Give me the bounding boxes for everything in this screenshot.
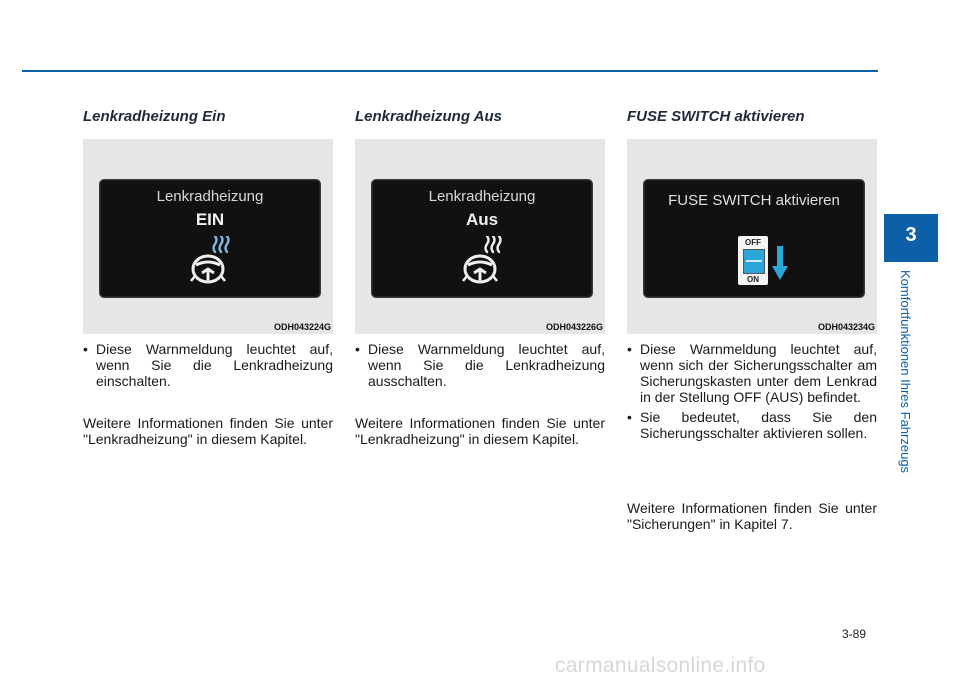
- info-paragraph: Weitere Informationen finden Sie unter "Sicherungen" in Kapitel 7.: [627, 500, 877, 532]
- warning-figure: [355, 139, 605, 334]
- image-code: ODH043224G: [273, 322, 331, 332]
- bullet-list: [355, 341, 605, 393]
- info-paragraph: Weitere Informationen finden Sie unter "Lenkradheizung" in diesem Kapitel.: [83, 415, 333, 447]
- list-item: • Sie bedeutet, dass Sie den Sicherungsschalter aktivieren sollen.: [627, 409, 877, 441]
- image-code: ODH043234G: [817, 322, 875, 332]
- warning-figure: [627, 139, 877, 334]
- cluster-screen: [643, 179, 865, 298]
- list-item: • Diese Warnmeldung leuchtet auf, wenn Sie die Lenkradheizung ausschalten.: [355, 341, 605, 389]
- watermark: carmanualsonline.info: [555, 654, 766, 677]
- bullet-list: [83, 341, 333, 393]
- bullet-list: [627, 341, 877, 445]
- chapter-tab: [884, 214, 938, 262]
- screen-state: EIN: [195, 210, 225, 229]
- screen-state: Aus: [465, 210, 499, 229]
- heated-steering-wheel-icon: [460, 236, 506, 286]
- section-heading: Lenkradheizung Ein: [83, 108, 226, 125]
- chapter-number: 3: [905, 224, 917, 246]
- screen-title: FUSE SWITCH aktivieren: [668, 192, 840, 209]
- list-item: • Diese Warnmeldung leuchtet auf, wenn sich der Sicherungsschalter am Sicherungskasten unter dem Lenkrad in der Stellung OFF (AUS) befindet.: [627, 341, 877, 405]
- chapter-label: Komfortfunktionen Ihres Fahrzeugs: [898, 270, 913, 474]
- heated-steering-wheel-icon: [188, 236, 234, 286]
- list-item: • Diese Warnmeldung leuchtet auf, wenn Sie die Lenkradheizung einschalten.: [83, 341, 333, 389]
- fuse-off-label: OFF: [745, 238, 761, 247]
- warning-figure: [83, 139, 333, 334]
- top-rule: [22, 70, 878, 72]
- image-code: ODH043226G: [545, 322, 603, 332]
- cluster-screen: [99, 179, 321, 298]
- fuse-on-label: ON: [747, 275, 759, 284]
- fuse-switch-graphic: [738, 236, 768, 285]
- screen-title: Lenkradheizung: [156, 188, 264, 205]
- section-heading: FUSE SWITCH aktivieren: [627, 108, 805, 125]
- info-paragraph: Weitere Informationen finden Sie unter "Lenkradheizung" in diesem Kapitel.: [355, 415, 605, 447]
- section-heading: Lenkradheizung Aus: [355, 108, 502, 125]
- page-number: 3-89: [842, 627, 867, 641]
- screen-title: Lenkradheizung: [428, 188, 536, 205]
- cluster-screen: [371, 179, 593, 298]
- fuse-slot: [743, 249, 765, 274]
- arrow-down-icon: [772, 246, 788, 280]
